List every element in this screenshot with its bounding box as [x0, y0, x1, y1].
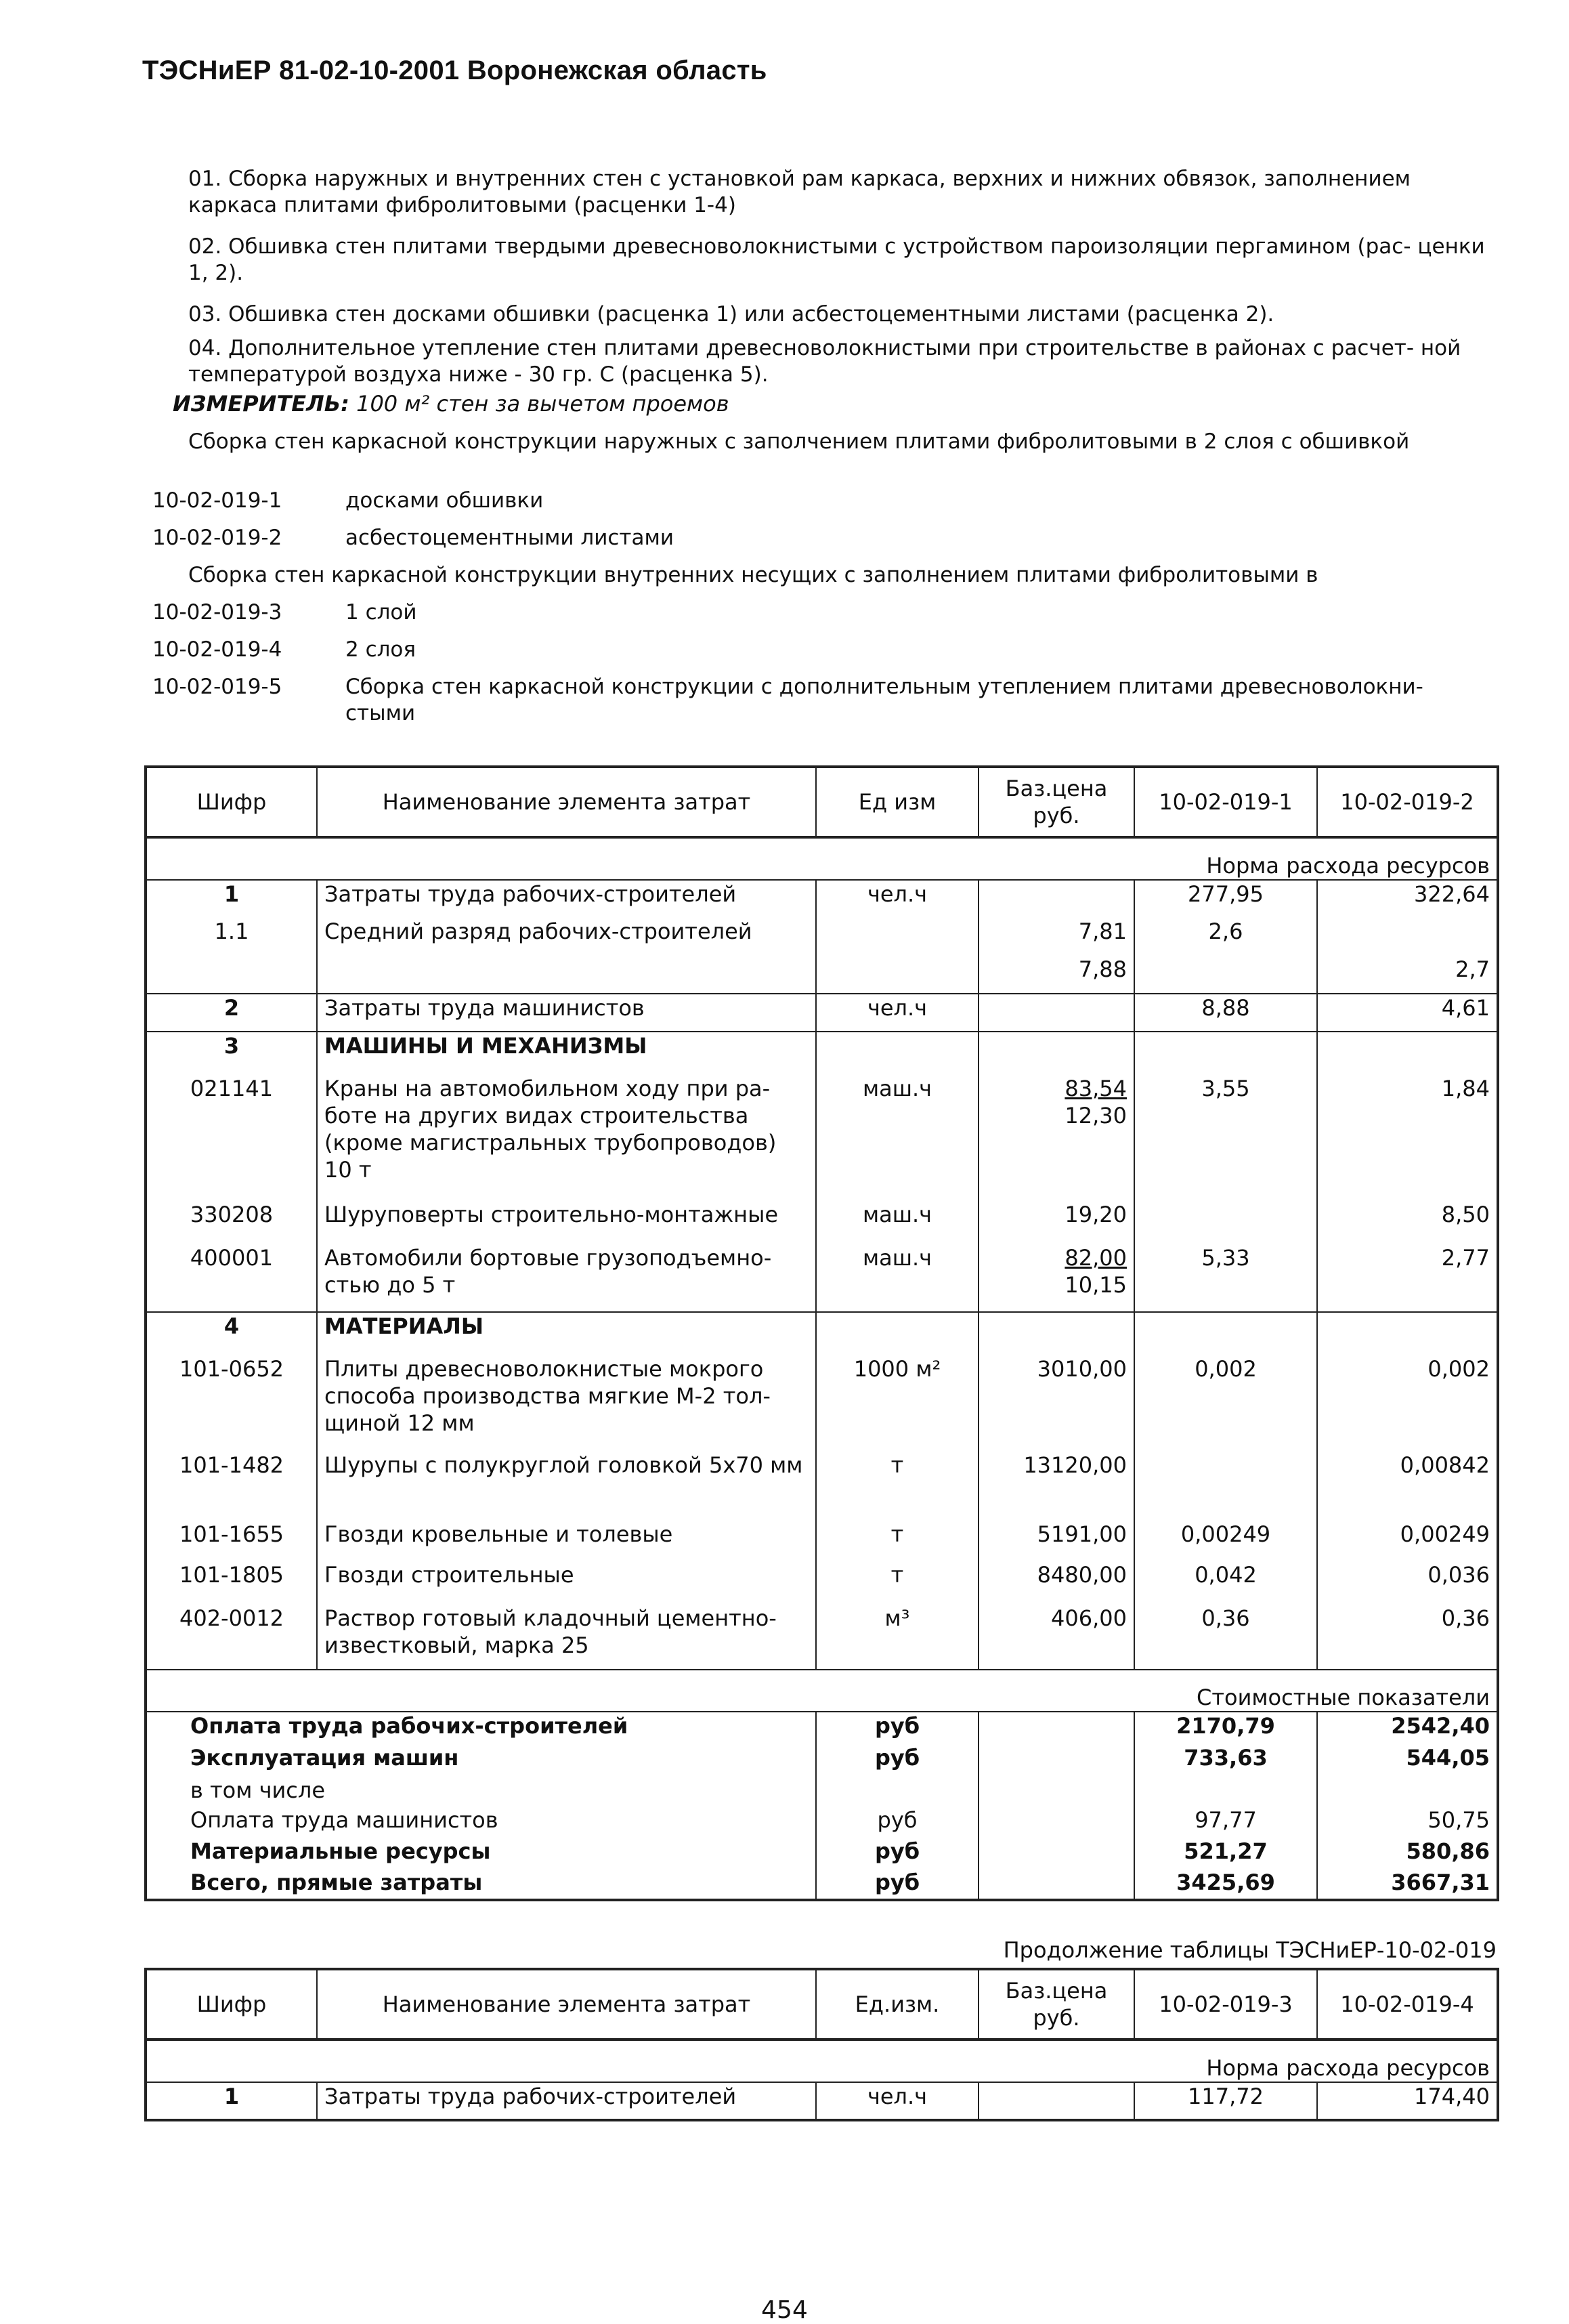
table-row [146, 1075, 1498, 1201]
summary-unit: руб [816, 1807, 979, 1838]
cell-value-2: 2,77 [1317, 1244, 1498, 1312]
cell-unit: чел.ч [816, 880, 979, 918]
summary-price [979, 1807, 1134, 1838]
summary-price [979, 1744, 1134, 1777]
summary-value-1 [1134, 1777, 1317, 1807]
cell-name: Раствор готовый кладочный цементно- известковый, марка 25 [317, 1605, 816, 1670]
cell-price: 3010,00 [979, 1355, 1134, 1452]
summary-price [979, 1838, 1134, 1869]
table-row [146, 1452, 1498, 1521]
summary-row [146, 1777, 1498, 1807]
cell-code: 330208 [146, 1201, 317, 1244]
table-header-row [146, 767, 1498, 837]
col-header: Баз.цена руб. [979, 767, 1134, 837]
code: 10-02-019-3 [152, 600, 282, 625]
table-row [146, 956, 1498, 994]
table-row [146, 880, 1498, 918]
page-number: 454 [761, 2296, 808, 2324]
summary-unit: руб [816, 1869, 979, 1900]
code: 10-02-019-2 [152, 526, 282, 550]
cell-price: 19,20 [979, 1201, 1134, 1244]
cell-unit: м³ [816, 1605, 979, 1670]
cell-value-1 [1134, 1201, 1317, 1244]
cell-code: 2 [146, 994, 317, 1032]
summary-row [146, 1744, 1498, 1777]
cell-value-1: 8,88 [1134, 994, 1317, 1032]
table-row [146, 1244, 1498, 1312]
summary-value-2 [1317, 1777, 1498, 1807]
group-description-1: Сборка стен каркасной конструкции наружных с заполчением плитами фибролитовыми в 2 слоя с обшивкой [188, 429, 1410, 454]
code: 10-02-019-5 [152, 675, 282, 699]
summary-value-2: 580,86 [1317, 1838, 1498, 1869]
cell-price [979, 994, 1134, 1032]
code-row [152, 637, 1507, 663]
code: 10-02-019-1 [152, 488, 282, 513]
resource-table-1 [144, 765, 1499, 1901]
cell-value-2 [1317, 1032, 1498, 1075]
cell-unit: т [816, 1561, 979, 1605]
cell-unit: чел.ч [816, 994, 979, 1032]
table-row [146, 2082, 1498, 2120]
cell-price: 406,00 [979, 1605, 1134, 1670]
cell-name: Гвозди строительные [317, 1561, 816, 1605]
summary-label: Оплата труда машинистов [146, 1807, 816, 1838]
summary-value-2: 544,05 [1317, 1744, 1498, 1777]
cell-value-2: 8,50 [1317, 1201, 1498, 1244]
cell-name: Автомобили бортовые грузоподъемно- стью до 5 т [317, 1244, 816, 1312]
cell-value-2: 2,7 [1317, 956, 1498, 994]
cell-value-2: 0,36 [1317, 1605, 1498, 1670]
cell-name: Средний разряд рабочих-строителей [317, 918, 816, 956]
summary-label: Всего, прямые затраты [146, 1869, 816, 1900]
note-04: 04. Дополнительное утепление стен плитами древесноволокнистыми при строительстве в районах с расчет- ной температурой воздуха ниже - 30 гр. С (расценка 5). [188, 336, 1461, 387]
cell-price [979, 1032, 1134, 1075]
price-labor: 10,15 [1065, 1272, 1127, 1298]
cell-code: 402-0012 [146, 1605, 317, 1670]
summary-price [979, 1869, 1134, 1900]
cell-value-1: 117,72 [1134, 2082, 1317, 2120]
table-row [146, 1032, 1498, 1075]
cell-price [979, 1312, 1134, 1355]
cell-name: МАТЕРИАЛЫ [317, 1312, 816, 1355]
summary-row [146, 1712, 1498, 1744]
summary-value-2: 50,75 [1317, 1807, 1498, 1838]
code-row [152, 674, 1507, 728]
summary-price [979, 1777, 1134, 1807]
summary-unit: руб [816, 1838, 979, 1869]
cell-code: 400001 [146, 1244, 317, 1312]
table-row [146, 1605, 1498, 1670]
cell-price: 5191,00 [979, 1521, 1134, 1561]
table-continuation-label: Продолжение таблицы ТЭСНиЕР-10-02-019 [1003, 1937, 1497, 1963]
summary-value-1: 733,63 [1134, 1744, 1317, 1777]
document-header: ТЭСНиЕР 81-02-10-2001 Воронежская область [142, 56, 767, 85]
summary-label: Эксплуатация машин [146, 1744, 816, 1777]
summary-row [146, 1838, 1498, 1869]
cell-value-2: 4,61 [1317, 994, 1498, 1032]
cell-name: Краны на автомобильном ходу при ра- боте на других видах строительства (кроме магистральных трубопроводов) 10 т [317, 1075, 816, 1201]
cost-band-row [146, 1670, 1498, 1712]
summary-price [979, 1712, 1134, 1744]
cell-unit [816, 1032, 979, 1075]
cell-code [146, 956, 317, 994]
cell-value-1 [1134, 1312, 1317, 1355]
measure-line [173, 391, 729, 417]
col-header: Наименование элемента затрат [317, 767, 816, 837]
summary-unit [816, 1777, 979, 1807]
col-header: 10-02-019-2 [1317, 767, 1498, 837]
summary-row [146, 1869, 1498, 1900]
cell-unit [816, 1312, 979, 1355]
summary-value-1: 2170,79 [1134, 1712, 1317, 1744]
code-row [152, 488, 1507, 514]
resource-table-2 [144, 1968, 1499, 2121]
code-name: Сборка стен каркасной конструкции с дополнительным утеплением плитами древесноволокни- стыми [345, 675, 1423, 725]
cell-name: Затраты труда рабочих-строителей [317, 2082, 816, 2120]
cell-name: МАШИНЫ И МЕХАНИЗМЫ [317, 1032, 816, 1075]
col-header: Шифр [146, 1969, 317, 2040]
cell-value-1 [1134, 1032, 1317, 1075]
cell-price [979, 880, 1134, 918]
cell-name: Затраты труда машинистов [317, 994, 816, 1032]
group-description-2: Сборка стен каркасной конструкции внутренних несущих с заполнением плитами фибролитовыми в [188, 563, 1318, 587]
code: 10-02-019-4 [152, 637, 282, 662]
col-header: Баз.цена руб. [979, 1969, 1134, 2040]
cell-price: 8480,00 [979, 1561, 1134, 1605]
code-row [152, 525, 1507, 551]
code-name: досками обшивки [345, 488, 544, 513]
measure-label: ИЗМЕРИТЕЛЬ: [173, 391, 349, 417]
cell-unit: маш.ч [816, 1075, 979, 1201]
cell-value-1: 3,55 [1134, 1075, 1317, 1201]
cell-code: 1 [146, 880, 317, 918]
code-name: асбестоцементными листами [345, 526, 674, 550]
cell-name: Шуруповерты строительно-монтажные [317, 1201, 816, 1244]
cell-code: 101-1482 [146, 1452, 317, 1521]
cell-value-1: 2,6 [1134, 918, 1317, 956]
summary-value-1: 97,77 [1134, 1807, 1317, 1838]
cell-name: Шурупы с полукруглой головкой 5х70 мм [317, 1452, 816, 1521]
table-row [146, 994, 1498, 1032]
summary-unit: руб [816, 1744, 979, 1777]
summary-unit: руб [816, 1712, 979, 1744]
cell-value-1: 0,36 [1134, 1605, 1317, 1670]
summary-label: Оплата труда рабочих-строителей [146, 1712, 816, 1744]
cell-code: 101-1805 [146, 1561, 317, 1605]
cell-value-2: 0,00842 [1317, 1452, 1498, 1521]
norm-band-row [146, 837, 1498, 880]
cell-name: Гвозди кровельные и толевые [317, 1521, 816, 1561]
measure-text: 100 м² стен за вычетом проемов [356, 391, 729, 417]
cell-code: 3 [146, 1032, 317, 1075]
note-03: 03. Обшивка стен досками обшивки (расценка 1) или асбестоцементными листами (расценка 2). [188, 302, 1274, 326]
cell-value-1: 0,042 [1134, 1561, 1317, 1605]
cell-name: Затраты труда рабочих-строителей [317, 880, 816, 918]
cell-value-2: 0,00249 [1317, 1521, 1498, 1561]
summary-row [146, 1807, 1498, 1838]
cell-value-2: 0,002 [1317, 1355, 1498, 1452]
summary-value-2: 2542,40 [1317, 1712, 1498, 1744]
col-header: Наименование элемента затрат [317, 1969, 816, 2040]
cell-value-1 [1134, 956, 1317, 994]
cell-value-1: 5,33 [1134, 1244, 1317, 1312]
cell-unit: 1000 м² [816, 1355, 979, 1452]
summary-value-2: 3667,31 [1317, 1869, 1498, 1900]
code-name: 2 слоя [345, 637, 416, 662]
note-02: 02. Обшивка стен плитами твердыми древесноволокнистыми с устройством пароизоляции пергамином (рас- ценки 1, 2). [188, 234, 1485, 285]
cell-value-1 [1134, 1452, 1317, 1521]
table-row [146, 1355, 1498, 1452]
table-row [146, 1561, 1498, 1605]
col-header: 10-02-019-4 [1317, 1969, 1498, 2040]
cell-price: 7,88 [979, 956, 1134, 994]
cell-value-2 [1317, 1312, 1498, 1355]
cell-value-2: 322,64 [1317, 880, 1498, 918]
code-name: 1 слой [345, 600, 417, 625]
cell-code: 101-0652 [146, 1355, 317, 1452]
price-labor: 12,30 [1065, 1103, 1127, 1128]
cell-price: 13120,00 [979, 1452, 1134, 1521]
col-header: 10-02-019-1 [1134, 767, 1317, 837]
norm-band: Норма расхода ресурсов [146, 2040, 1498, 2082]
norm-band-row [146, 2040, 1498, 2082]
price-main: 83,54 [1065, 1076, 1127, 1101]
table-header-row [146, 1969, 1498, 2040]
cell-code: 1.1 [146, 918, 317, 956]
summary-value-1: 3425,69 [1134, 1869, 1317, 1900]
cell-value-2: 1,84 [1317, 1075, 1498, 1201]
norm-band: Норма расхода ресурсов [146, 837, 1498, 880]
summary-value-1: 521,27 [1134, 1838, 1317, 1869]
cell-unit [816, 956, 979, 994]
cell-code: 4 [146, 1312, 317, 1355]
cell-value-2: 174,40 [1317, 2082, 1498, 2120]
cell-unit: маш.ч [816, 1201, 979, 1244]
cell-price [979, 1244, 1134, 1312]
cell-price [979, 2082, 1134, 2120]
note-01: 01. Сборка наружных и внутренних стен с установкой рам каркаса, верхних и нижних обвязок, заполнением каркаса плитами фибролитовыми (расценки 1-4) [188, 167, 1411, 217]
cell-price: 7,81 [979, 918, 1134, 956]
cell-value-1: 0,002 [1134, 1355, 1317, 1452]
table-row [146, 1521, 1498, 1561]
col-header: Ед изм [816, 767, 979, 837]
cell-unit: маш.ч [816, 1244, 979, 1312]
cell-code: 021141 [146, 1075, 317, 1201]
table-row [146, 1312, 1498, 1355]
cell-value-2: 0,036 [1317, 1561, 1498, 1605]
cost-band: Стоимостные показатели [146, 1670, 1498, 1712]
cell-value-1: 0,00249 [1134, 1521, 1317, 1561]
table-row [146, 918, 1498, 956]
col-header: Ед.изм. [816, 1969, 979, 2040]
summary-label: в том числе [146, 1777, 816, 1807]
cell-unit: т [816, 1521, 979, 1561]
code-row [152, 599, 1507, 626]
cell-unit [816, 918, 979, 956]
cell-code: 101-1655 [146, 1521, 317, 1561]
col-header: Шифр [146, 767, 317, 837]
cell-name: Плиты древесноволокнистые мокрого способа производства мягкие М-2 тол- щиной 12 мм [317, 1355, 816, 1452]
cell-price [979, 1075, 1134, 1201]
cell-value-1: 277,95 [1134, 880, 1317, 918]
price-main: 82,00 [1065, 1245, 1127, 1271]
cell-unit: т [816, 1452, 979, 1521]
cell-unit: чел.ч [816, 2082, 979, 2120]
cell-name [317, 956, 816, 994]
table-row [146, 1201, 1498, 1244]
col-header: 10-02-019-3 [1134, 1969, 1317, 2040]
cell-code: 1 [146, 2082, 317, 2120]
summary-label: Материальные ресурсы [146, 1838, 816, 1869]
cell-value-2 [1317, 918, 1498, 956]
